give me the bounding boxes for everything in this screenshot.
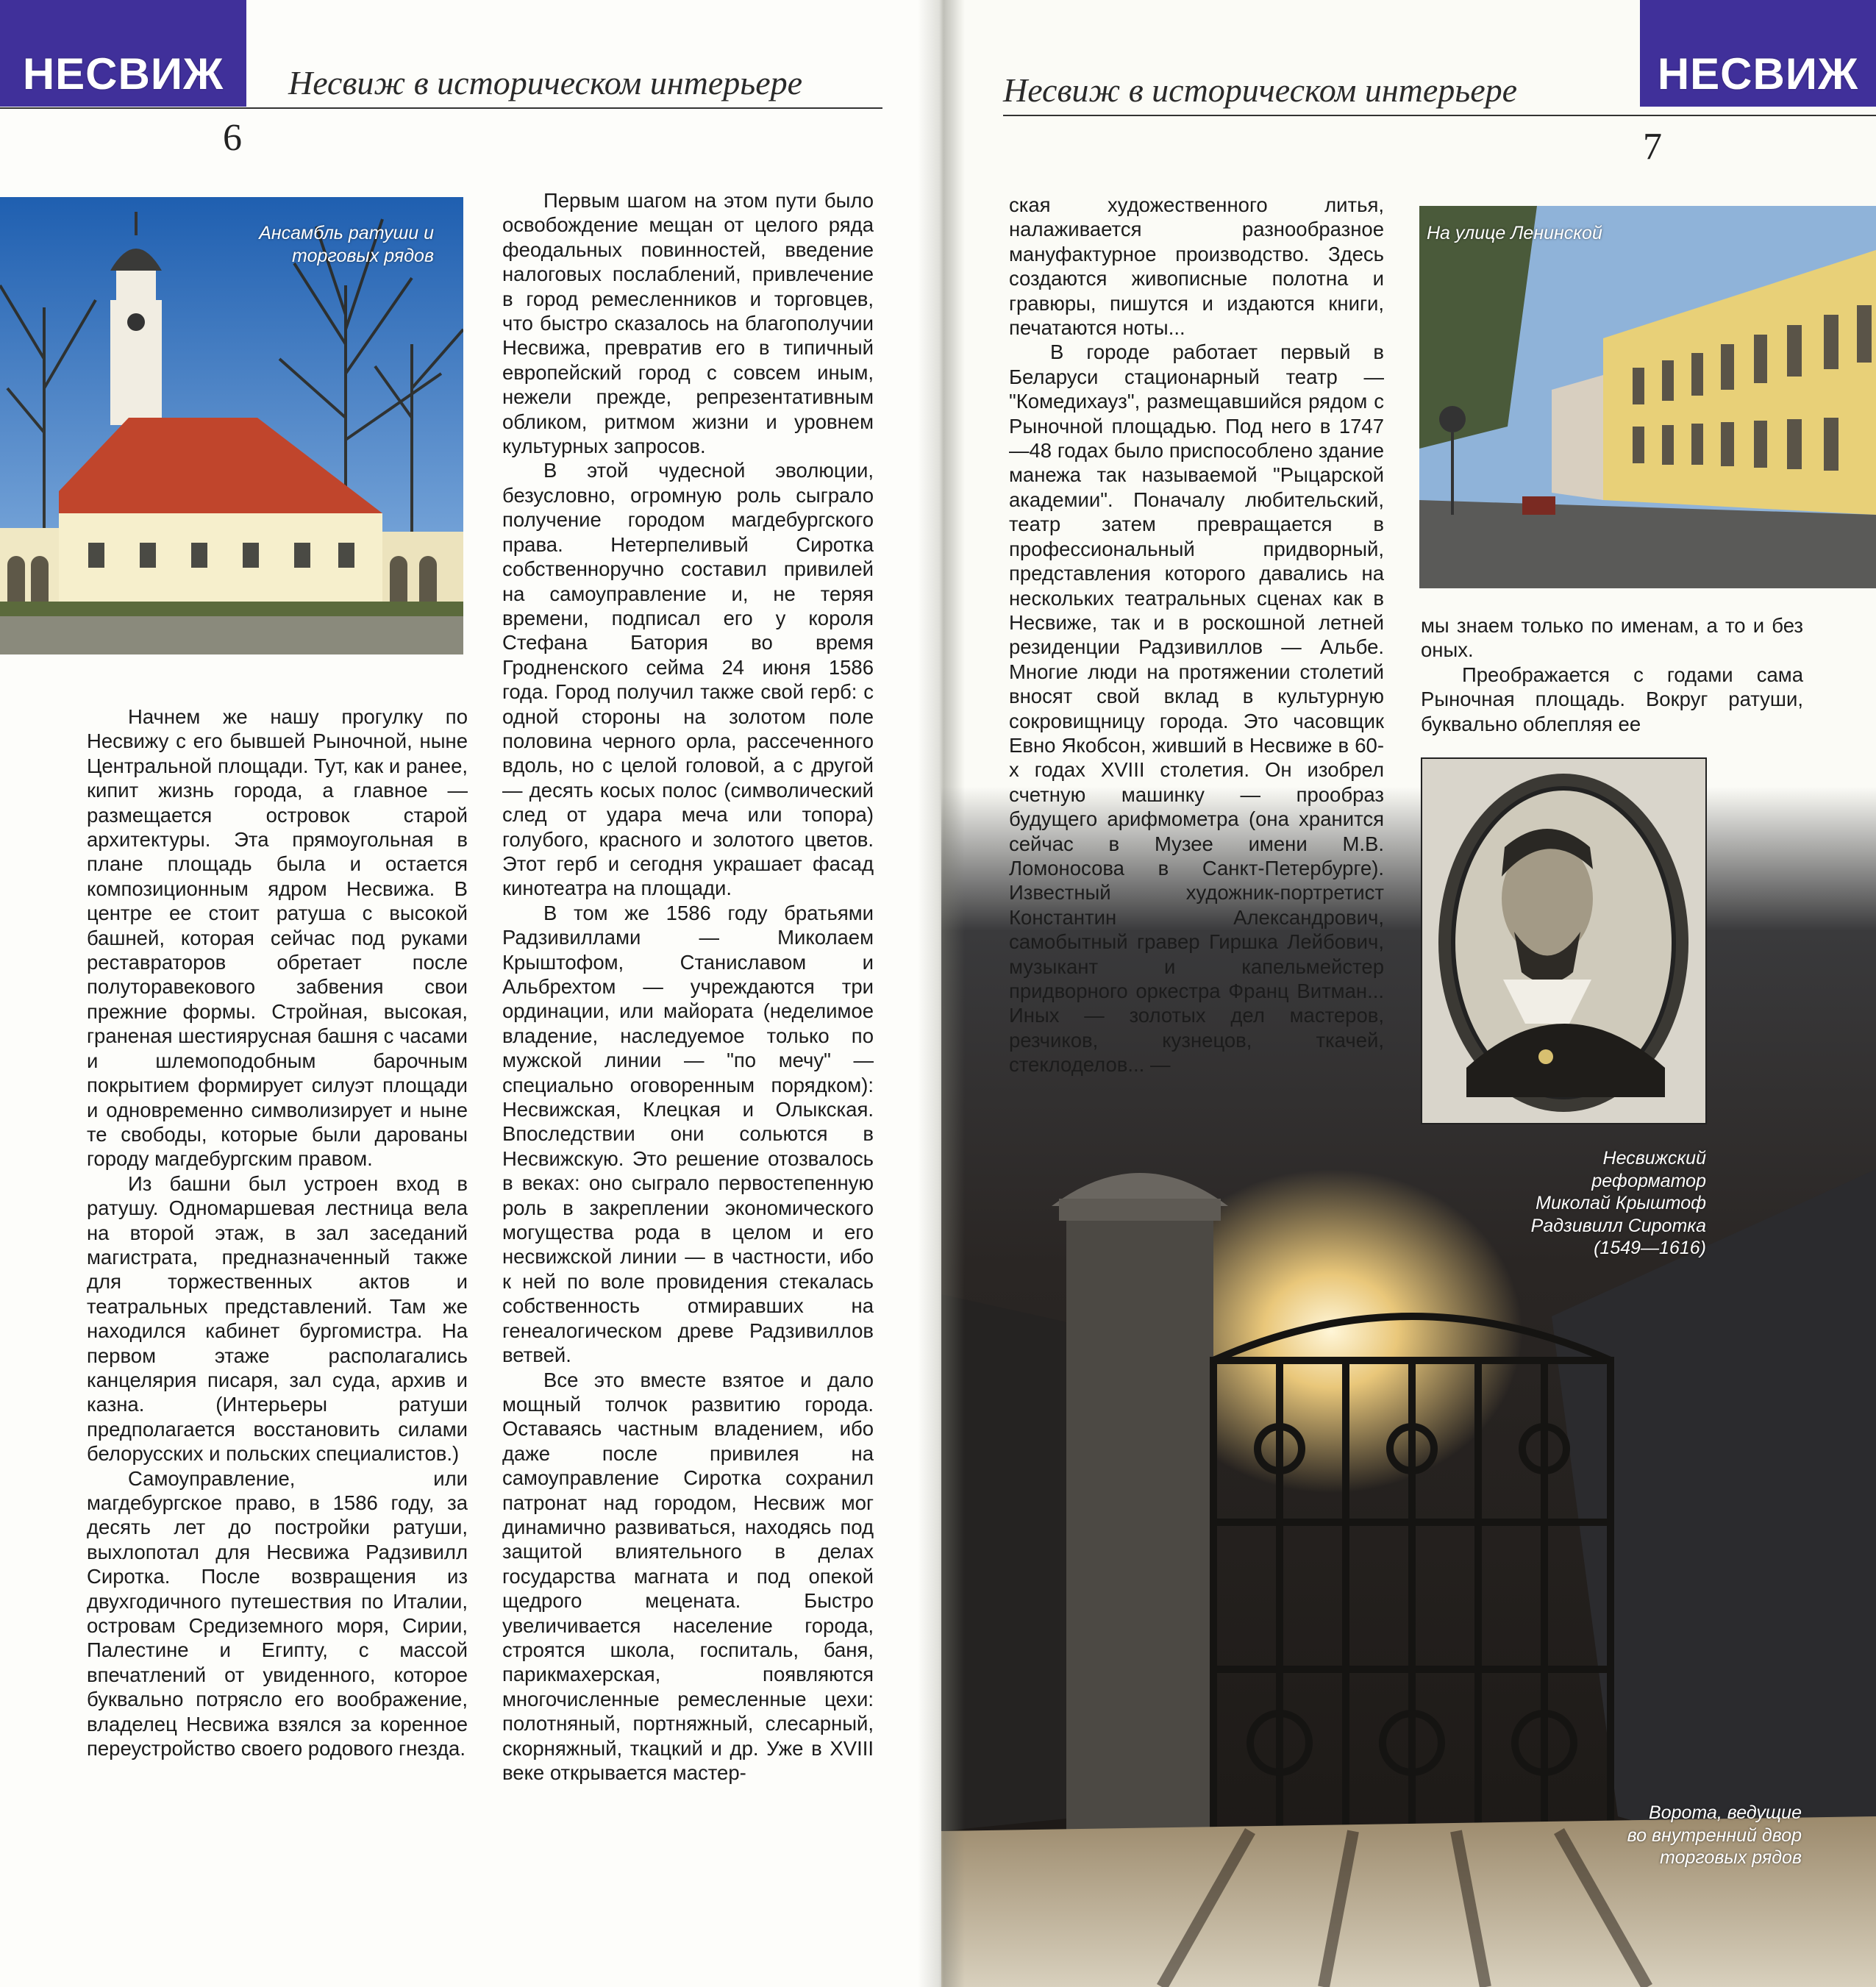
caption-line: Миколай Крыштоф bbox=[1536, 1193, 1706, 1213]
paragraph: Самоуправление, или магдебургское право, в 1586 году, за десять лет до постройки ратуши, выхлопотал для Несвижа Радзивилл Сиротка. После возвращения из двухгодичного путешествия по Италии, островам Средиземного моря, Сирии, Палестине и Египту, с массой впечатлений от увиденного, которое буквально потрясло его воображение, владелец Несвижа взялся за коренное переустройство своего родового гнезда. bbox=[87, 1466, 468, 1761]
caption-line: во внутренний двор bbox=[1627, 1824, 1802, 1846]
brand-banner-left bbox=[0, 0, 246, 107]
town-hall-caption: Ансамбль ратуши и торговых рядов bbox=[259, 223, 434, 266]
caption-line: (1549—1616) bbox=[1594, 1238, 1706, 1258]
text-column-1 bbox=[87, 704, 468, 1761]
paragraph: мы знаем только по именам, а то и без оных. bbox=[1421, 614, 1803, 662]
brand-name: НЕСВИЖ bbox=[22, 49, 224, 99]
street-caption: На улице Ленинской bbox=[1427, 223, 1602, 243]
portrait-engraving bbox=[1421, 757, 1707, 1124]
header-rule-left bbox=[0, 107, 882, 109]
page-number-left: 6 bbox=[223, 117, 242, 159]
street-photo bbox=[1419, 206, 1876, 588]
caption-line: Радзивилл Сиротка bbox=[1530, 1215, 1706, 1236]
paragraph: Преображается с годами сама Рыночная площадь. Вокруг ратуши, буквально облепляя ее bbox=[1421, 663, 1803, 735]
text-column-4 bbox=[1421, 613, 1803, 736]
caption-line: Ворота, ведущие bbox=[1649, 1802, 1802, 1823]
header-rule-right bbox=[1003, 115, 1876, 116]
paragraph: В этой чудесной эволюции, безусловно, огромную роль сыграло получение городом магдебургского права. Нетерпеливый Сиротка собственноручно составил привилей на самоуправление и, не теряя времени, подписал его у короля Стефана Батория во время Гродненского сейма 24 июня 1586 года. Город получил также свой герб: с одной стороны на золотом поле половина черного орла, рассеченного вдоль, но с целой головой, а с другой — десять косых полос (символический след от удара меча или топора) голубого, красного и золотого цветов. Этот герб и сегодня украшает фасад кинотеатра на площади. bbox=[502, 459, 874, 900]
paragraph: В том же 1586 году братьями Радзивиллами — Миколаем Крыштофом, Станиславом и Альбрехтом — учреждаются три ординации, или майората (неделимое владение, наследуемое только по мужской линии — "по мечу" — специально оговоренным порядком): Несвижская, Клецкая и Олыкская. Впоследствии они сольются в Несвижскую. Это решение отозвалось в веках: оно сыграло первостепенную роль в закреплении экономического могущества рода в целом и его несвижской линии — в частности, ибо к ней по воле провидения стекалась собственность отмиравших на генеалогическом древе Радзивиллов ветвей. bbox=[502, 901, 874, 1367]
text-column-3 bbox=[1009, 193, 1384, 1077]
caption-line: реформатор bbox=[1591, 1170, 1706, 1191]
right-page bbox=[941, 0, 1876, 1987]
page-number-right: 7 bbox=[1643, 126, 1662, 168]
book-spine-shadow bbox=[918, 0, 965, 1987]
brand-name: НЕСВИЖ bbox=[1657, 49, 1859, 99]
paragraph: ская художественного литья, налаживается разнообразное мануфактурное производство. Здесь создаются живописные полотна и гравюры, пишутся и издаются книги, печатаются ноты... bbox=[1009, 193, 1384, 340]
header-title-right: Несвиж в историческом интерьере bbox=[1003, 71, 1518, 109]
paragraph: Первым шагом на этом пути было освобождение мещан от целого ряда феодальных повинностей, введение налоговых послаблений, привлечение в город ремесленников и торговцев, что быстро сказалось на благополучии Несвижа, превратив его в типичный европейский город с совсем иным, нежели прежде, репрезентативным обликом, ритмом жизни и уровнем культурных запросов. bbox=[502, 189, 874, 458]
paragraph: Начнем же нашу прогулку по Несвижу с его бывшей Рыночной, ныне Центральной площади. Тут, как и ранее, кипит жизнь города, а главное — размещается островок старой архитектуры. Эта прямоугольная в плане площадь была и остается композиционным ядром Несвижа. В центре ее стоит ратуша с высокой башней, которая сейчас под руками реставраторов обретает после полуторавекового забвения свои прежние формы. Стройная, высокая, граненая шестиярусная башня с часами и шлемоподобным барочным покрытием формирует силуэт площади и одновременно символизирует и ныне те свободы, которые были дарованы городу магдебургским правом. bbox=[87, 705, 468, 1171]
gate-caption bbox=[1456, 1802, 1802, 1869]
paragraph: Из башни был устроен вход в ратушу. Одномаршевая лестница вела на второй этаж, в зал заседаний магистрата, предназначенный также для торжественных актов и театральных представлений. Там же находился кабинет бургомистра. На первом этаже располагались канцелярия писаря, зал суда, архив и казна. (Интерьеры ратуши предполагается восстановить силами белорусских и польских специалистов.) bbox=[87, 1171, 468, 1466]
text-column-2 bbox=[502, 188, 874, 1785]
paragraph: В городе работает первый в Беларуси стационарный театр — "Комедихауз", размещавшийся рядом с Рыночной площадью. Под него в 1747—48 годах было приспособлено здание манежа так называемой "Рыцарской академии". Поначалу любительский, театр затем превращается в профессиональный придворный, представления которого давались на нескольких театральных сценах как в Несвиже, так и в роскошной летней резиденции Радзивиллов — Альбе. Многие люди на протяжении столетий вносят свой вклад в культурную сокровищницу города. Это часовщик Евно Якобсон, живший в Несвиже в 60-х годах XVIII столетия. Он изобрел счетную машинку — прообраз будущего арифмометра (она хранится сейчас в Музее имени М.В. Ломоносова в Санкт-Петербурге). Известный художник-портретист Константин Александрович, самобытный гравер Гиршка Лейбович, музыкант и капельмейстер придворного оркестра Франц Витман... Иных — золотых дел мастеров, резчиков, кузнецов, ткачей, стеклоделов... — bbox=[1009, 340, 1384, 1077]
portrait-caption bbox=[1397, 1147, 1706, 1260]
paragraph: Все это вместе взятое и дало мощный толчок развитию города. Оставаясь частным владением, ибо даже после привилея на самоуправление Сиротка сохранил патронат над городом, Несвиж мог динамично развиваться, находясь под защитой влиятельного в делах государства магната и под опекой щедрого мецената. Быстро увеличивается население города, строятся школа, госпиталь, баня, парикмахерская, появляются многочисленные ремесленные цехи: полотняный, портняжный, слесарный, скорняжный, ткацкий и др. Уже в XVIII веке открывается мастер- bbox=[502, 1368, 874, 1784]
caption-line: Несвижский bbox=[1602, 1148, 1706, 1169]
header-title-left: Несвиж в историческом интерьере bbox=[288, 64, 803, 101]
brand-banner-right bbox=[1640, 0, 1876, 107]
caption-line: торговых рядов bbox=[1660, 1847, 1802, 1868]
